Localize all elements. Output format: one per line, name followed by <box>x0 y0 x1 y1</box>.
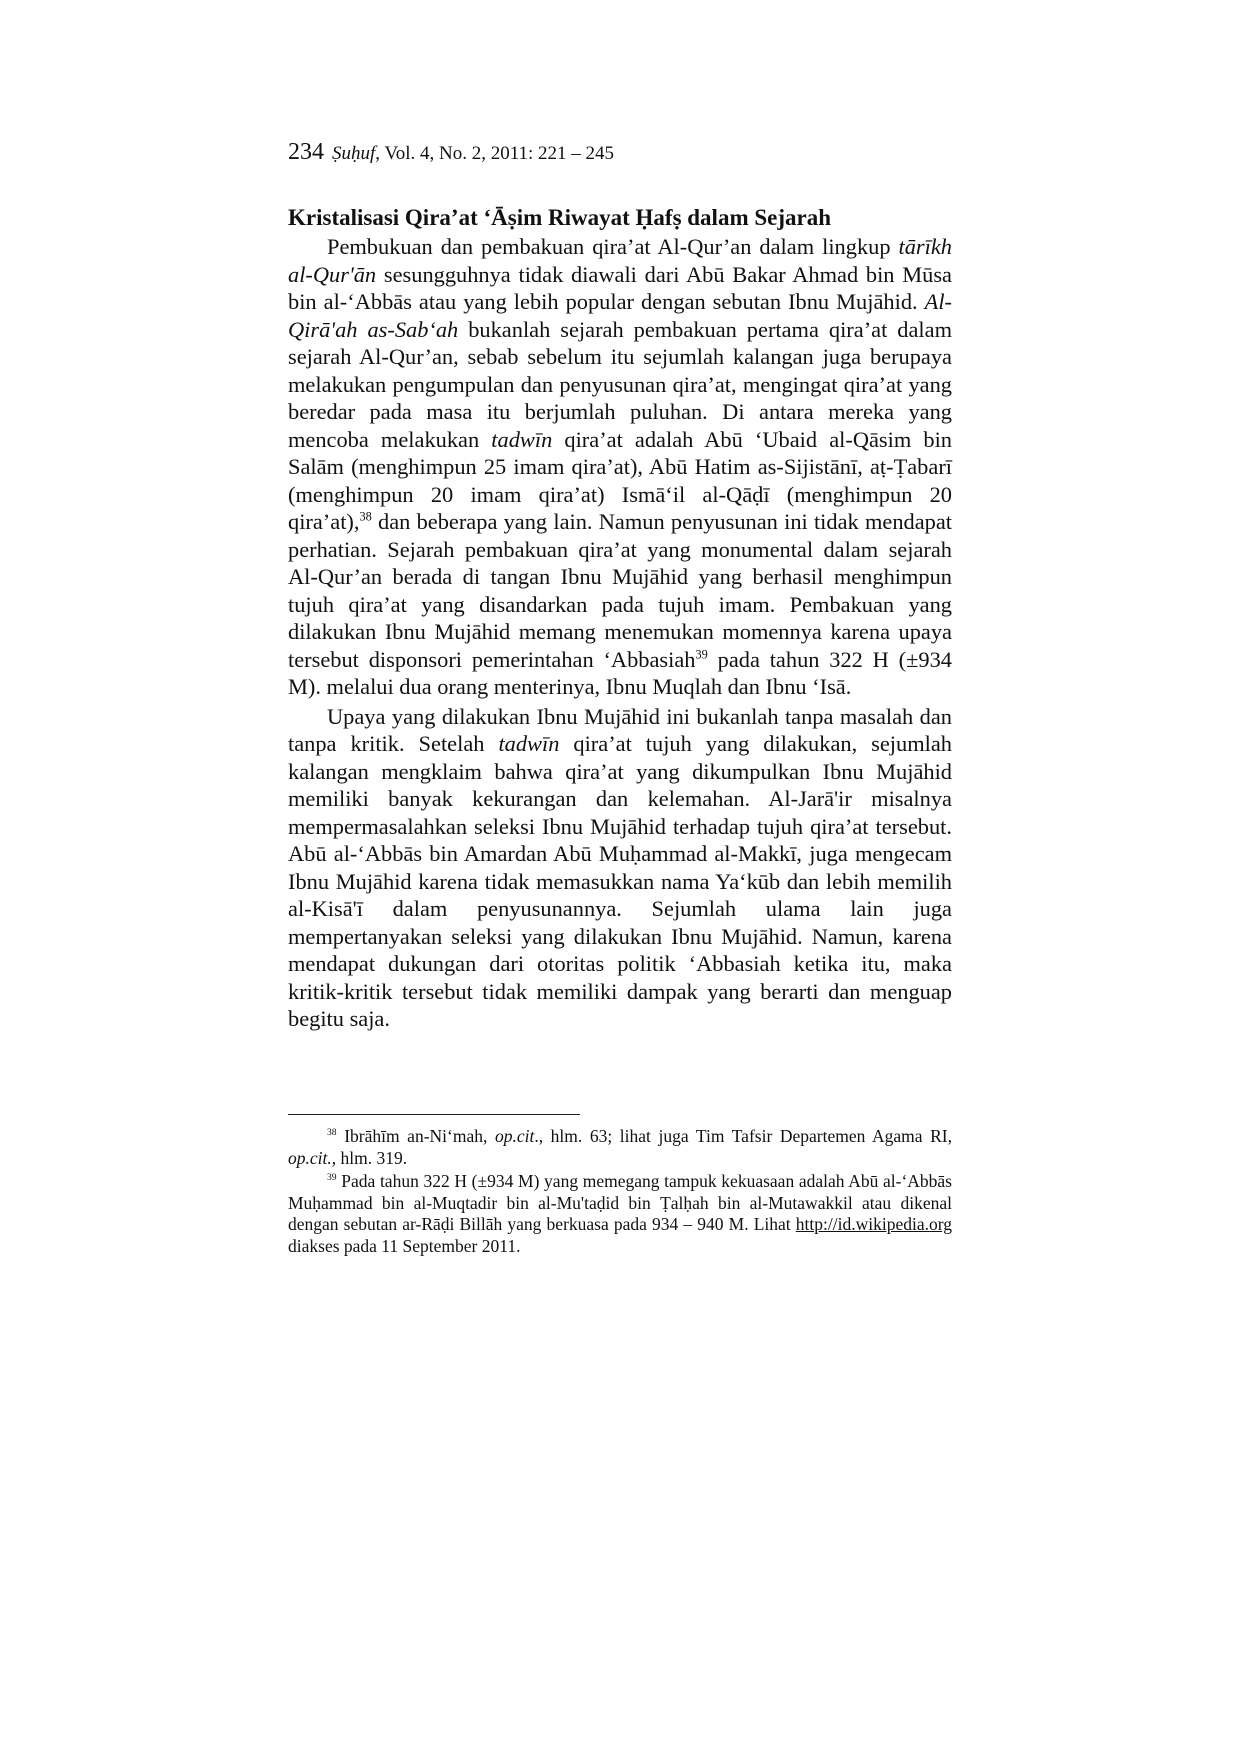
text-segment: sesungguhnya tidak diawali dari Abū Bakar Ahmad bin Mūsa bin al-‘Abbās atau yang lebih popular dengan sebutan Ibnu Mujāhid. <box>288 261 952 314</box>
text-segment: diakses pada 11 September 2011. <box>288 1235 521 1256</box>
text-segment: qira’at tujuh yang dilakukan, sejumlah kalangan mengklaim bahwa qira’at yang dikumpulkan Ibnu Mujāhid memiliki banyak kekurangan dan kelemahan. Al-Jarā'ir misalnya mempermasalahkan seleksi Ibnu Mujāhid terhadap tujuh qira’at tersebut. Abū al-‘Abbās bin Amardan Abū Muḥammad al-Makkī, juga mengecam Ibnu Mujāhid karena tidak memasukkan nama Ya‘kūb dan lebih memilih al-Kisā'ī dalam penyusunannya. Sejumlah ulama lain juga mempertanyakan seleksi yang dilakukan Ibnu Mujāhid. Namun, karena mendapat dukungan dari otoritas politik ‘Abbasiah ketika itu, maka kritik-kritik tersebut tidak memiliki dampak yang berarti dan menguap begitu saja. <box>288 731 952 1031</box>
italic-term: op.cit. <box>288 1147 332 1168</box>
footnote-39 <box>288 1171 952 1257</box>
paragraph-2 <box>288 703 952 1033</box>
text-segment: Upaya yang dilakukan Ibnu Mujāhid ini bukanlah tanpa masalah dan tanpa kritik. Setelah <box>288 703 952 756</box>
footnote-number: 38 <box>327 1127 337 1139</box>
footnote-number: 39 <box>327 1172 337 1184</box>
text-segment: Pada tahun 322 H (±934 M) yang memegang tampuk kekuasaan adalah Abū al-‘Abbās Muḥammad bin al-Muqtadir bin al-Mu'taḍid bin Ṭalḥah bin al-Mutawakkil atau dikenal dengan sebutan ar-Rāḍi Billāh yang berkuasa pada 934 – 940 M. Lihat <box>288 1171 952 1234</box>
italic-term: tadwīn <box>491 426 553 452</box>
italic-term: tadwīn <box>498 731 560 756</box>
wikipedia-link[interactable]: http://id.wikipedia.org <box>795 1214 952 1234</box>
text-segment: dan beberapa yang lain. Namun penyusunan ini tidak mendapat perhatian. Sejarah pembakuan qira’at yang monumental dalam sejarah Al-Qur’an berada di tangan Ibnu Mujāhid yang berhasil menghimpun tujuh qira’at yang disandarkan pada tujuh imam. Pembakuan yang dilakukan Ibnu Mujāhid memang menemukan momennya karena upaya tersebut disponsori pemerintahan ‘Abbasiah <box>288 509 952 672</box>
text-segment: Ibrāhīm an-Ni‘mah, <box>336 1126 495 1146</box>
italic-term: op.cit <box>494 1126 535 1146</box>
footnote-ref-38[interactable]: 38 <box>359 509 372 524</box>
journal-name: Ṣuḥuf <box>332 143 376 164</box>
text-segment: , hlm. 319. <box>331 1147 408 1168</box>
page-number: 234 <box>288 139 324 165</box>
running-header <box>288 140 614 166</box>
text-segment: bukanlah sejarah pembakuan pertama qira’at dalam sejarah Al-Qur’an, sebab sebelum itu sejumlah kalangan juga berupaya melakukan pengumpulan dan penyusunan qira’at, mengingat qira’at yang beredar pada masa itu berjumlah puluhan. Di antara mereka yang mencoba melakukan <box>288 316 952 452</box>
section-title: Kristalisasi Qira’at ‘Āṣim Riwayat Ḥafṣ dalam Sejarah <box>288 205 832 230</box>
body-text <box>288 233 952 1035</box>
footnote-38 <box>288 1126 952 1169</box>
text-segment: ., hlm. 63; lihat juga Tim Tafsir Departemen Agama RI, <box>534 1126 952 1146</box>
footnote-divider <box>288 1114 580 1115</box>
paragraph-1 <box>288 233 952 701</box>
text-segment: pada tahun 322 H (±934 M). melalui dua orang menterinya, Ibnu Muqlah dan Ibnu ‘Isā. <box>288 646 952 699</box>
text-segment: Pembukuan dan pembakuan qira’at Al-Qur’an dalam lingkup <box>327 234 899 259</box>
italic-term: Al-Qirā'ah as-Sab‘ah <box>288 289 952 342</box>
text-segment: qira’at adalah Abū ‘Ubaid al-Qāsim bin Salām (menghimpun 25 imam qira’at), Abū Hatim as-Sijistānī, aṭ-Ṭabarī (menghimpun 20 imam qira’at) Ismā‘il al-Qāḍī (menghimpun 20 qira’at), <box>288 426 953 534</box>
footnotes <box>288 1126 952 1259</box>
italic-term: tārīkh al-Qur'ān <box>288 234 952 287</box>
footnote-ref-39[interactable]: 39 <box>695 647 708 662</box>
journal-citation: , Vol. 4, No. 2, 2011: 221 – 245 <box>375 143 615 164</box>
